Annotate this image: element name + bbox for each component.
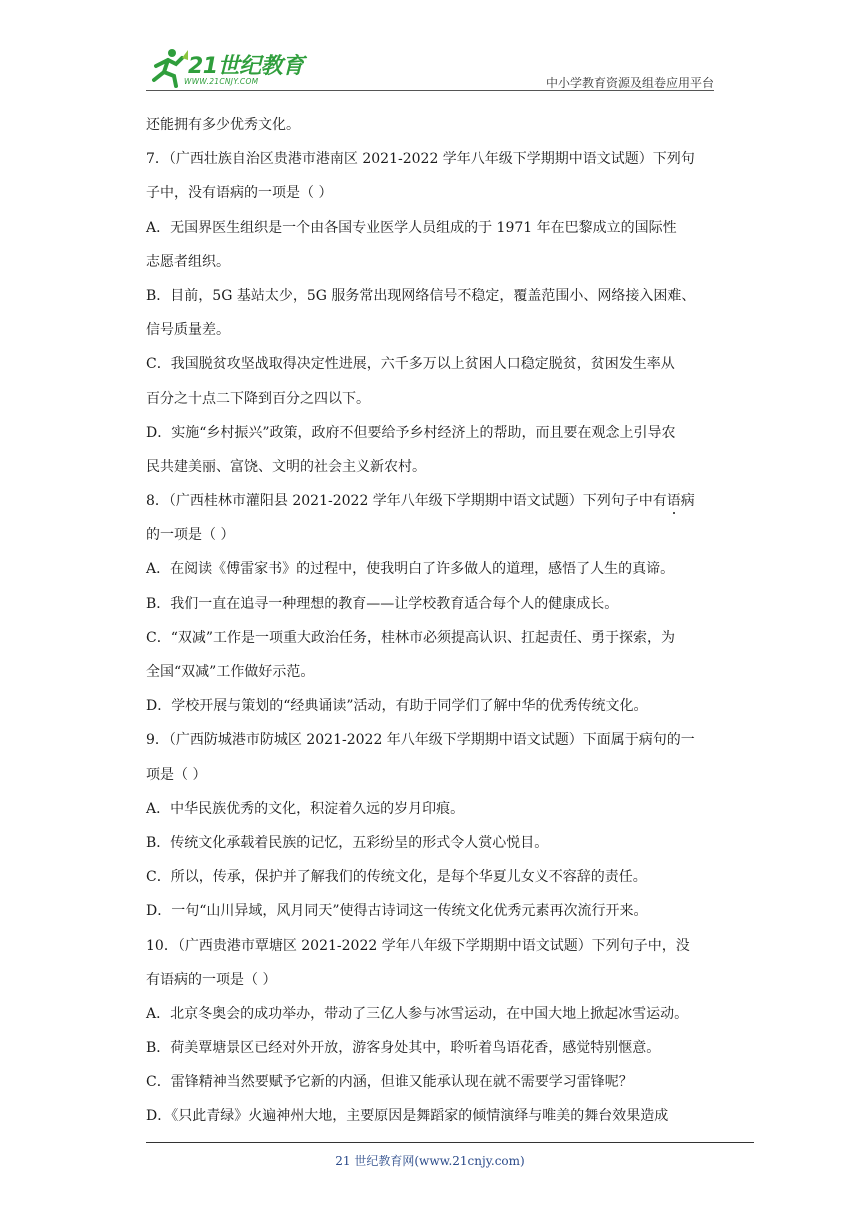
text-line: 全国“双减”工作做好示范。 [146, 664, 315, 680]
option-d: D．《只此青绿》火遍神州大地，主要原因是舞蹈家的倾情演绎与唯美的舞台效果造成 [146, 1108, 669, 1125]
question-8-stem [146, 484, 718, 518]
emphasis-text: 有语病 [652, 493, 695, 510]
option-a: A．中华民族优秀的文化，积淀着久远的岁月印痕。 [146, 800, 465, 817]
platform-name: 中小学教育资源及组卷应用平台 [545, 76, 714, 90]
option-c: C．所以，传承，保护并了解我们的传统文化，是每个华夏儿女义不容辞的责任。 [146, 869, 647, 886]
logo-url: WWW.21CNJY.COM [184, 77, 259, 86]
text-line: 的一项是（ ） [146, 527, 235, 544]
text-line: 项是（ ） [146, 766, 207, 783]
document-body [146, 108, 718, 1134]
footer-source: 21 世纪教育网(www.21cnjy.com) [335, 1154, 525, 1168]
text-line: 子中，没有语病的一项是（ ） [146, 185, 333, 202]
option-d: D．一句“山川异域，风月同天”使得古诗词这一传统文化优秀元素再次流行开来。 [146, 903, 648, 920]
option-b: B．我们一直在追寻一种理想的教育——让学校教育适合每个人的健康成长。 [146, 595, 619, 612]
text-line: 还能拥有多少优秀文化。 [146, 117, 300, 133]
footer-divider [146, 1142, 754, 1143]
option-c: C．雷锋精神当然要赋予它新的内涵，但谁又能承认现在就不需要学习雷锋呢？ [146, 1074, 633, 1091]
text-line: 民共建美丽、富饶、文明的社会主义新农村。 [146, 458, 426, 475]
option-a: A．北京冬奥会的成功举办，带动了三亿人参与冰雪运动，在中国大地上掀起冰雪运动。 [146, 1005, 689, 1022]
logo-text: 21世纪教育 [188, 54, 304, 79]
text-line: 百分之十点二下降到百分之四以下。 [146, 390, 370, 407]
option-b: B．目前，5G 基站太少，5G 服务常出现网络信号不稳定，覆盖范围小、网络接入困难、 [146, 287, 696, 304]
option-c: C．“双减”工作是一项重大政治任务，桂林市必须提高认识、扛起责任、勇于探索，为 [146, 629, 676, 646]
header-divider [146, 90, 714, 91]
logo [146, 46, 336, 90]
text-line: 有语病的一项是（ ） [146, 971, 277, 988]
question-7-stem: 7．（广西壮族自治区贵港市港南区 2021-2022 学年八年级下学期期中语文试题）下列句 [146, 151, 695, 168]
option-d: D．学校开展与策划的“经典诵读”活动，有助于同学们了解中华的优秀传统文化。 [146, 698, 648, 715]
text-line: 信号质量差。 [146, 322, 230, 339]
option-a: A．无国界医生组织是一个由各国专业医学人员组成的于 1971 年在巴黎成立的国际性 [146, 219, 677, 236]
question-10-stem: 10．（广西贵港市覃塘区 2021-2022 学年八年级下学期期中语文试题）下列句子中，没 [146, 937, 690, 954]
question-9-stem: 9．（广西防城港市防城区 2021-2022 年八年级下学期期中语文试题）下面属于病句的一 [146, 732, 695, 749]
option-a: A．在阅读《傅雷家书》的过程中，使我明白了许多做人的道理，感悟了人生的真谛。 [146, 561, 675, 578]
option-b: B．传统文化承载着民族的记忆，五彩纷呈的形式令人赏心悦目。 [146, 834, 549, 851]
option-d: D．实施“乡村振兴”政策，政府不但要给予乡村经济上的帮助，而且要在观念上引导农 [146, 424, 676, 441]
text-line: 志愿者组织。 [146, 253, 230, 270]
option-c: C．我国脱贫攻坚战取得决定性进展，六千多万以上贫困人口稳定脱贫，贫困发生率从 [146, 356, 675, 373]
text-segment: 8．（广西桂林市灌阳县 2021-2022 学年八年级下学期期中语文试题）下列句子中 [146, 493, 653, 510]
page-header [146, 38, 714, 94]
option-b: B．荷美覃塘景区已经对外开放，游客身处其中，聆听着鸟语花香，感觉特别惬意。 [146, 1040, 661, 1057]
